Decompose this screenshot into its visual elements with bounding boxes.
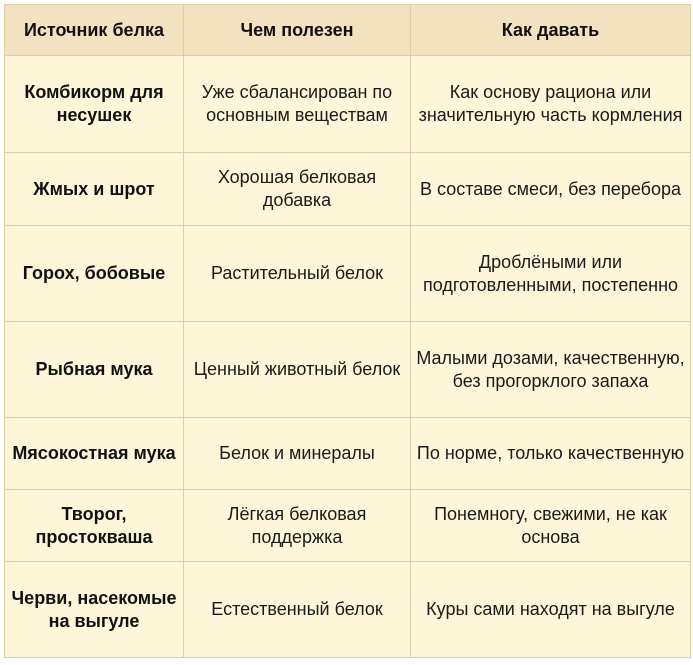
- protein-sources-table: [4, 4, 691, 658]
- header-benefit: Чем полезен: [184, 5, 411, 56]
- table-row: [5, 418, 691, 490]
- cell-source: Мясокостная мука: [5, 418, 184, 490]
- cell-source: Горох, бобовые: [5, 226, 184, 322]
- cell-benefit: Лёгкая белковая поддержка: [184, 490, 411, 562]
- table-row: [5, 226, 691, 322]
- header-source: Источник белка: [5, 5, 184, 56]
- cell-benefit: Хорошая белковая добавка: [184, 153, 411, 226]
- cell-benefit: Естественный белок: [184, 562, 411, 658]
- cell-how: По норме, только качественную: [411, 418, 691, 490]
- cell-how: Дроблёными или подготовленными, постепенно: [411, 226, 691, 322]
- table-row: [5, 56, 691, 153]
- table-row: [5, 153, 691, 226]
- protein-sources-table-wrapper: [4, 4, 690, 658]
- table-row: [5, 562, 691, 658]
- cell-how: Малыми дозами, качественную, без прогорклого запаха: [411, 322, 691, 418]
- cell-source: Черви, насекомые на выгуле: [5, 562, 184, 658]
- cell-source: Рыбная мука: [5, 322, 184, 418]
- table-row: [5, 322, 691, 418]
- header-how: Как давать: [411, 5, 691, 56]
- cell-source: Творог, простокваша: [5, 490, 184, 562]
- cell-benefit: Белок и минералы: [184, 418, 411, 490]
- cell-how: Как основу рациона или значительную часть кормления: [411, 56, 691, 153]
- cell-benefit: Ценный животный белок: [184, 322, 411, 418]
- table-header-row: [5, 5, 691, 56]
- cell-how: Понемногу, свежими, не как основа: [411, 490, 691, 562]
- cell-benefit: Уже сбалансирован по основным веществам: [184, 56, 411, 153]
- table-row: [5, 490, 691, 562]
- cell-benefit: Растительный белок: [184, 226, 411, 322]
- cell-source: Жмых и шрот: [5, 153, 184, 226]
- cell-source: Комбикорм для несушек: [5, 56, 184, 153]
- cell-how: Куры сами находят на выгуле: [411, 562, 691, 658]
- cell-how: В составе смеси, без перебора: [411, 153, 691, 226]
